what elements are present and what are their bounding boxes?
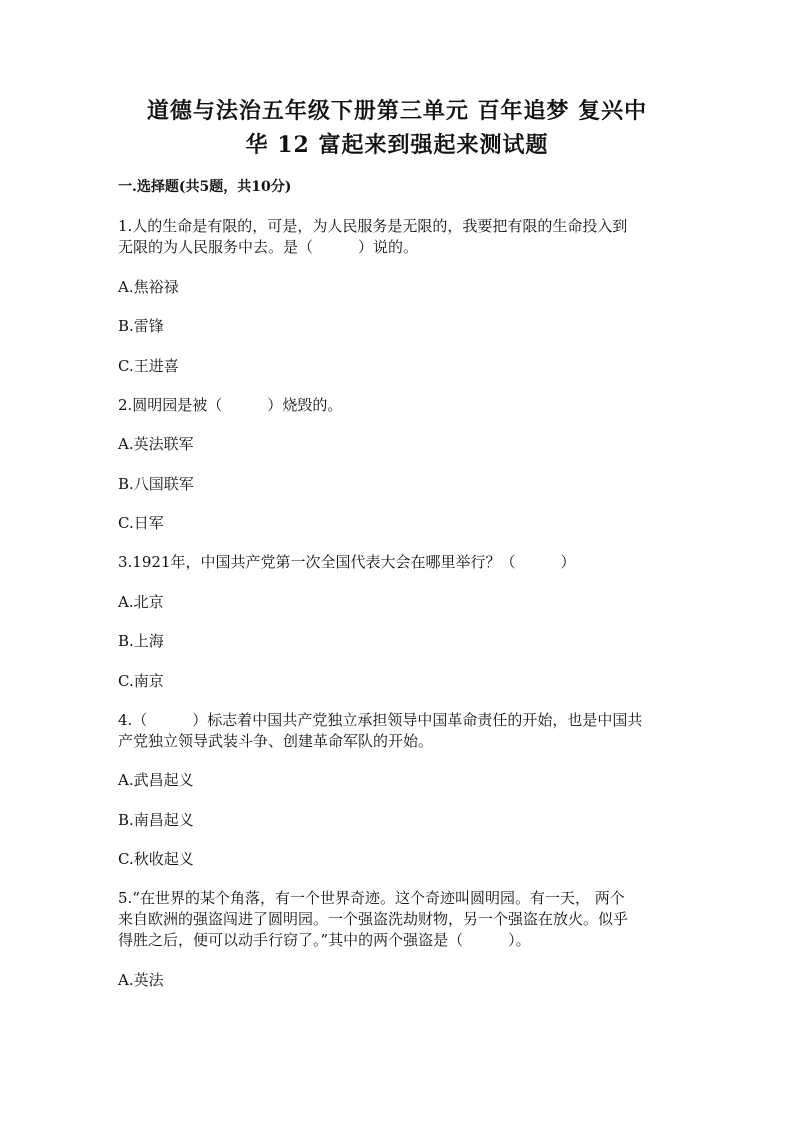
question-2-option-a: A.英法联军 <box>118 435 194 453</box>
question-1-line-2: 无限的为人民服务中去。是（ ）说的。 <box>118 238 419 256</box>
question-3-option-c: C.南京 <box>118 672 164 690</box>
question-2 <box>118 395 678 416</box>
question-4-option-a: A.武昌起义 <box>118 771 194 789</box>
question-4-line-1: 4.（ ）标志着中国共产党独立承担领导中国革命责任的开始，也是中国共 <box>118 711 643 729</box>
question-1-option-c: C.王进喜 <box>118 357 179 375</box>
question-5-option-a: A.英法 <box>118 971 164 989</box>
question-1 <box>118 216 678 258</box>
question-4-line-2: 产党独立领导武装斗争、创建革命军队的开始。 <box>118 732 434 750</box>
question-4-option-b: B.南昌起义 <box>118 811 194 829</box>
question-2-option-c: C.日军 <box>118 514 164 532</box>
title-line-2: 华 12 富起来到强起来测试题 <box>245 132 549 158</box>
question-4 <box>118 710 678 752</box>
question-1-line-1: 1.人的生命是有限的，可是，为人民服务是无限的，我要把有限的生命投入到 <box>118 217 628 235</box>
title-line-1: 道德与法治五年级下册第三单元 百年追梦 复兴中 <box>146 98 648 124</box>
question-5-line-1: 5.“在世界的某个角落，有一个世界奇迹。这个奇迹叫圆明园。有一天， 两个 <box>118 889 625 907</box>
question-2-line-1: 2.圆明园是被（ ）烧毁的。 <box>118 396 343 414</box>
question-1-option-b: B.雷锋 <box>118 317 164 335</box>
question-5 <box>118 888 678 951</box>
question-5-line-2: 来自欧洲的强盗闯进了圆明园。一个强盗洗劫财物，另一个强盗在放火。似乎 <box>118 910 629 928</box>
question-5-line-3: 得胜之后，便可以动手行窃了。”其中的两个强盗是（ ）。 <box>118 931 531 949</box>
page-title <box>110 94 684 162</box>
question-4-option-c: C.秋收起义 <box>118 850 194 868</box>
question-3-option-b: B.上海 <box>118 632 164 650</box>
question-2-option-b: B.八国联军 <box>118 475 194 493</box>
question-3-option-a: A.北京 <box>118 593 164 611</box>
question-3-line-1: 3.1921年，中国共产党第一次全国代表大会在哪里举行？（ ） <box>118 553 576 571</box>
question-3 <box>118 552 678 573</box>
section-heading: 一.选择题(共5题，共10分) <box>118 179 292 195</box>
question-1-option-a: A.焦裕禄 <box>118 278 179 296</box>
